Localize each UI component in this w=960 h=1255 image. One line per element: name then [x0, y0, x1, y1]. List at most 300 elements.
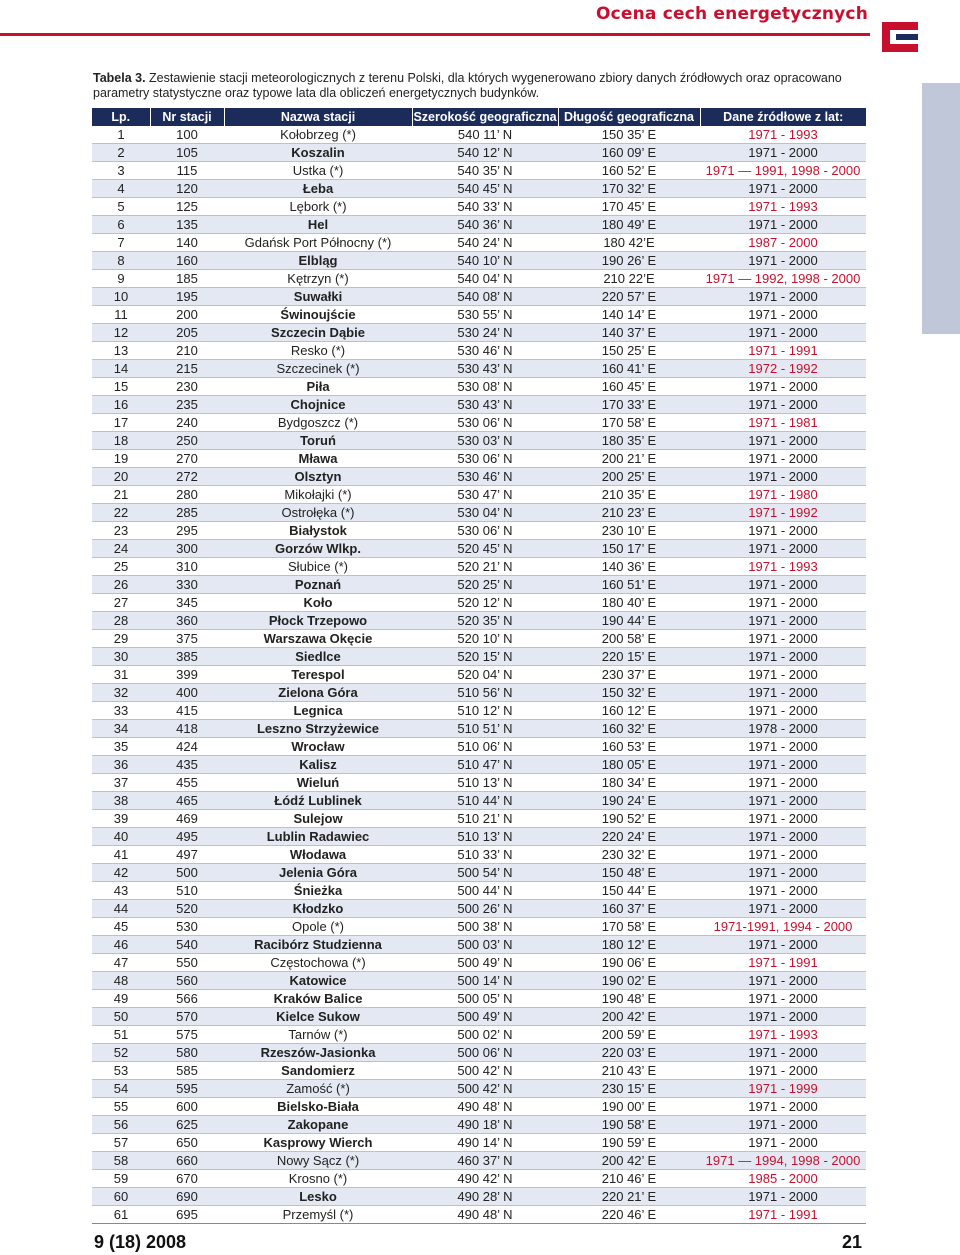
cell-source-years: 1971 - 2000	[700, 882, 866, 900]
cell-latitude: 540 11’ N	[412, 126, 558, 144]
cell-lp: 43	[92, 882, 150, 900]
cell-source-years: 1971 - 2000	[700, 828, 866, 846]
cell-longitude: 220 21’ E	[558, 1188, 700, 1206]
page-number: 21	[842, 1232, 863, 1252]
cell-station-number: 375	[150, 630, 224, 648]
cell-station-name: Kalisz	[224, 756, 412, 774]
cell-station-number: 497	[150, 846, 224, 864]
cell-source-years: 1971 - 1993	[700, 198, 866, 216]
cell-station-number: 695	[150, 1206, 224, 1224]
cell-station-name: Kielce Sukow	[224, 1008, 412, 1026]
cell-latitude: 490 48’ N	[412, 1098, 558, 1116]
cell-source-years: 1971 — 1994, 1998 - 2000	[700, 1152, 866, 1170]
cell-lp: 60	[92, 1188, 150, 1206]
cell-station-number: 310	[150, 558, 224, 576]
cell-lp: 48	[92, 972, 150, 990]
cell-latitude: 490 42’ N	[412, 1170, 558, 1188]
cell-source-years: 1971 - 1991	[700, 954, 866, 972]
col-header-latitude: Szerokość geograficzna	[413, 110, 557, 124]
cell-latitude: 500 44’ N	[412, 882, 558, 900]
cell-lp: 55	[92, 1098, 150, 1116]
col-header-station-name: Nazwa stacji	[224, 108, 412, 126]
cell-lp: 5	[92, 198, 150, 216]
cell-latitude: 530 46’ N	[412, 468, 558, 486]
cell-station-name: Siedlce	[224, 648, 412, 666]
cell-latitude: 530 06’ N	[412, 450, 558, 468]
table-row	[92, 1170, 866, 1188]
cell-lp: 11	[92, 306, 150, 324]
cell-lp: 20	[92, 468, 150, 486]
cell-lp: 31	[92, 666, 150, 684]
cell-longitude: 210 43’ E	[558, 1062, 700, 1080]
table-row	[92, 306, 866, 324]
cell-latitude: 500 38’ N	[412, 918, 558, 936]
cell-station-name: Nowy Sącz (*)	[224, 1152, 412, 1170]
cell-lp: 14	[92, 360, 150, 378]
cell-source-years: 1971 - 1980	[700, 486, 866, 504]
table-row	[92, 936, 866, 954]
cell-source-years: 1971 - 2000	[700, 1188, 866, 1206]
cell-longitude: 160 45’ E	[558, 378, 700, 396]
cell-station-name: Mikołajki (*)	[224, 486, 412, 504]
cell-lp: 4	[92, 180, 150, 198]
table-row	[92, 396, 866, 414]
cell-station-number: 690	[150, 1188, 224, 1206]
cell-source-years: 1971 - 2000	[700, 936, 866, 954]
cell-longitude: 160 52’ E	[558, 162, 700, 180]
cell-latitude: 500 26’ N	[412, 900, 558, 918]
cell-longitude: 190 02’ E	[558, 972, 700, 990]
cell-station-number: 400	[150, 684, 224, 702]
cell-station-name: Koło	[224, 594, 412, 612]
cell-source-years: 1985 - 2000	[700, 1170, 866, 1188]
cell-latitude: 530 06’ N	[412, 414, 558, 432]
cell-station-number: 595	[150, 1080, 224, 1098]
cell-station-number: 580	[150, 1044, 224, 1062]
cell-station-number: 566	[150, 990, 224, 1008]
table-row	[92, 720, 866, 738]
cell-longitude: 190 24’ E	[558, 792, 700, 810]
cell-longitude: 190 52’ E	[558, 810, 700, 828]
table-row	[92, 1206, 866, 1224]
cell-station-number: 540	[150, 936, 224, 954]
cell-station-name: Racibórz Studzienna	[224, 936, 412, 954]
cell-source-years: 1971 — 1991, 1998 - 2000	[700, 162, 866, 180]
table-row	[92, 792, 866, 810]
cell-longitude: 150 17’ E	[558, 540, 700, 558]
cell-longitude: 170 33’ E	[558, 396, 700, 414]
cell-source-years: 1971 - 2000	[700, 774, 866, 792]
cell-station-number: 625	[150, 1116, 224, 1134]
cell-source-years: 1972 - 1992	[700, 360, 866, 378]
cell-station-name: Łeba	[224, 180, 412, 198]
cell-station-number: 424	[150, 738, 224, 756]
cell-source-years: 1971 - 2000	[700, 1134, 866, 1152]
cell-source-years: 1971 - 2000	[700, 738, 866, 756]
cell-longitude: 180 35’ E	[558, 432, 700, 450]
cell-lp: 30	[92, 648, 150, 666]
cell-lp: 15	[92, 378, 150, 396]
cell-longitude: 160 51’ E	[558, 576, 700, 594]
cell-station-name: Zamość (*)	[224, 1080, 412, 1098]
cell-latitude: 510 33’ N	[412, 846, 558, 864]
cell-latitude: 500 49’ N	[412, 1008, 558, 1026]
col-header-lp: Lp.	[92, 108, 150, 126]
cell-station-number: 585	[150, 1062, 224, 1080]
cell-source-years: 1971 - 2000	[700, 396, 866, 414]
cell-longitude: 170 58’ E	[558, 918, 700, 936]
cell-station-name: Słubice (*)	[224, 558, 412, 576]
cell-source-years: 1971 - 2000	[700, 1008, 866, 1026]
cell-lp: 23	[92, 522, 150, 540]
cell-lp: 13	[92, 342, 150, 360]
cell-source-years: 1971 - 2000	[700, 594, 866, 612]
cell-lp: 41	[92, 846, 150, 864]
cell-latitude: 510 44’ N	[412, 792, 558, 810]
cell-latitude: 530 43’ N	[412, 360, 558, 378]
cell-station-name: Toruń	[224, 432, 412, 450]
cell-station-number: 520	[150, 900, 224, 918]
table-row	[92, 684, 866, 702]
cell-source-years: 1971 - 2000	[700, 756, 866, 774]
cell-station-name: Łódź Lublinek	[224, 792, 412, 810]
cell-latitude: 530 04’ N	[412, 504, 558, 522]
cell-lp: 8	[92, 252, 150, 270]
cell-longitude: 220 03’ E	[558, 1044, 700, 1062]
table-row	[92, 126, 866, 144]
cell-latitude: 540 36’ N	[412, 216, 558, 234]
cell-latitude: 510 56’ N	[412, 684, 558, 702]
table-row	[92, 180, 866, 198]
cell-lp: 58	[92, 1152, 150, 1170]
cell-station-number: 140	[150, 234, 224, 252]
cell-source-years: 1971 - 2000	[700, 306, 866, 324]
cell-source-years: 1971 - 2000	[700, 792, 866, 810]
table-row	[92, 234, 866, 252]
cell-longitude: 190 44’ E	[558, 612, 700, 630]
cell-longitude: 200 21’ E	[558, 450, 700, 468]
cell-source-years: 1971 - 2000	[700, 900, 866, 918]
cell-station-name: Sulejow	[224, 810, 412, 828]
cell-station-name: Zakopane	[224, 1116, 412, 1134]
cell-latitude: 530 24’ N	[412, 324, 558, 342]
cell-station-number: 455	[150, 774, 224, 792]
cell-latitude: 530 06’ N	[412, 522, 558, 540]
side-tab-marker	[922, 83, 960, 334]
table-row	[92, 972, 866, 990]
cell-latitude: 520 04’ N	[412, 666, 558, 684]
cell-latitude: 510 12’ N	[412, 702, 558, 720]
cell-longitude: 140 36’ E	[558, 558, 700, 576]
cell-lp: 16	[92, 396, 150, 414]
cell-longitude: 200 58’ E	[558, 630, 700, 648]
cell-longitude: 150 44’ E	[558, 882, 700, 900]
cell-longitude: 140 14’ E	[558, 306, 700, 324]
cell-lp: 21	[92, 486, 150, 504]
cell-station-number: 280	[150, 486, 224, 504]
cell-source-years: 1971 - 2000	[700, 1062, 866, 1080]
cell-source-years: 1971 - 2000	[700, 432, 866, 450]
cell-station-number: 495	[150, 828, 224, 846]
table-row	[92, 900, 866, 918]
cell-station-number: 415	[150, 702, 224, 720]
cell-station-number: 560	[150, 972, 224, 990]
cell-longitude: 220 15’ E	[558, 648, 700, 666]
cell-lp: 40	[92, 828, 150, 846]
cell-latitude: 500 06’ N	[412, 1044, 558, 1062]
table-row	[92, 738, 866, 756]
cell-latitude: 500 14’ N	[412, 972, 558, 990]
cell-source-years: 1971 - 2000	[700, 972, 866, 990]
cell-longitude: 210 35’ E	[558, 486, 700, 504]
table-row	[92, 1080, 866, 1098]
cell-lp: 42	[92, 864, 150, 882]
cell-lp: 39	[92, 810, 150, 828]
cell-station-name: Gorzów Wlkp.	[224, 540, 412, 558]
cell-lp: 6	[92, 216, 150, 234]
cell-station-name: Szczecinek (*)	[224, 360, 412, 378]
cell-latitude: 510 06’ N	[412, 738, 558, 756]
cell-source-years: 1971 - 2000	[700, 702, 866, 720]
cell-station-name: Elbląg	[224, 252, 412, 270]
cell-station-name: Leszno Strzyżewice	[224, 720, 412, 738]
cell-station-number: 418	[150, 720, 224, 738]
cell-station-name: Chojnice	[224, 396, 412, 414]
table-row	[92, 864, 866, 882]
table-row	[92, 288, 866, 306]
cell-latitude: 530 03’ N	[412, 432, 558, 450]
cell-latitude: 540 10’ N	[412, 252, 558, 270]
cell-station-number: 105	[150, 144, 224, 162]
cell-longitude: 170 58’ E	[558, 414, 700, 432]
table-caption-text: Zestawienie stacji meteorologicznych z terenu Polski, dla których wygenerowano zbiory danych źródłowych oraz opracowano parametry statystyczne oraz typowe lata dla obliczeń energetycznych budynków.	[93, 71, 842, 100]
cell-source-years: 1971 - 2000	[700, 216, 866, 234]
table-row	[92, 432, 866, 450]
cell-source-years: 1971 - 2000	[700, 1044, 866, 1062]
cell-lp: 33	[92, 702, 150, 720]
header-rule	[0, 33, 870, 36]
cell-lp: 24	[92, 540, 150, 558]
cell-station-name: Jelenia Góra	[224, 864, 412, 882]
table-header-row	[92, 108, 866, 126]
cell-station-number: 115	[150, 162, 224, 180]
cell-source-years: 1971-1991, 1994 - 2000	[700, 918, 866, 936]
table-row	[92, 342, 866, 360]
table-row	[92, 144, 866, 162]
cell-source-years: 1971 - 2000	[700, 180, 866, 198]
cell-longitude: 230 15’ E	[558, 1080, 700, 1098]
cell-longitude: 200 25’ E	[558, 468, 700, 486]
cell-station-number: 230	[150, 378, 224, 396]
table-row	[92, 648, 866, 666]
cell-source-years: 1971 - 2000	[700, 288, 866, 306]
cell-station-number: 399	[150, 666, 224, 684]
cell-source-years: 1971 — 1992, 1998 - 2000	[700, 270, 866, 288]
cell-latitude: 500 05’ N	[412, 990, 558, 1008]
cell-latitude: 520 12’ N	[412, 594, 558, 612]
table-row	[92, 504, 866, 522]
cell-lp: 45	[92, 918, 150, 936]
cell-latitude: 530 08’ N	[412, 378, 558, 396]
cell-longitude: 210 23’ E	[558, 504, 700, 522]
table-row	[92, 414, 866, 432]
cell-source-years: 1971 - 1993	[700, 126, 866, 144]
cell-station-name: Kasprowy Wierch	[224, 1134, 412, 1152]
cell-longitude: 190 26’ E	[558, 252, 700, 270]
cell-lp: 51	[92, 1026, 150, 1044]
table-row	[92, 162, 866, 180]
cell-station-number: 210	[150, 342, 224, 360]
cell-station-name: Piła	[224, 378, 412, 396]
cell-longitude: 170 32’ E	[558, 180, 700, 198]
cell-source-years: 1971 - 2000	[700, 846, 866, 864]
cell-source-years: 1971 - 1992	[700, 504, 866, 522]
journal-logo	[880, 20, 920, 54]
cell-latitude: 490 28’ N	[412, 1188, 558, 1206]
cell-lp: 7	[92, 234, 150, 252]
cell-station-number: 185	[150, 270, 224, 288]
cell-station-name: Zielona Góra	[224, 684, 412, 702]
cell-station-name: Resko (*)	[224, 342, 412, 360]
cell-station-number: 240	[150, 414, 224, 432]
cell-station-number: 600	[150, 1098, 224, 1116]
table-row	[92, 1062, 866, 1080]
table-row	[92, 450, 866, 468]
cell-source-years: 1971 - 1993	[700, 558, 866, 576]
table-row	[92, 216, 866, 234]
cell-lp: 38	[92, 792, 150, 810]
cell-lp: 61	[92, 1206, 150, 1224]
cell-lp: 9	[92, 270, 150, 288]
cell-latitude: 520 35’ N	[412, 612, 558, 630]
cell-station-name: Legnica	[224, 702, 412, 720]
cell-latitude: 530 46’ N	[412, 342, 558, 360]
cell-station-number: 215	[150, 360, 224, 378]
cell-longitude: 160 53’ E	[558, 738, 700, 756]
cell-station-name: Szczecin Dąbie	[224, 324, 412, 342]
cell-longitude: 200 59’ E	[558, 1026, 700, 1044]
cell-longitude: 190 00’ E	[558, 1098, 700, 1116]
table-row	[92, 198, 866, 216]
cell-longitude: 150 48’ E	[558, 864, 700, 882]
cell-lp: 28	[92, 612, 150, 630]
cell-source-years: 1971 - 2000	[700, 450, 866, 468]
table-row	[92, 612, 866, 630]
stations-table	[92, 108, 866, 1224]
cell-lp: 35	[92, 738, 150, 756]
cell-station-number: 285	[150, 504, 224, 522]
cell-lp: 2	[92, 144, 150, 162]
col-header-longitude: Długość geograficzna	[558, 108, 700, 126]
cell-station-number: 385	[150, 648, 224, 666]
cell-latitude: 500 49’ N	[412, 954, 558, 972]
cell-lp: 17	[92, 414, 150, 432]
cell-source-years: 1971 - 2000	[700, 576, 866, 594]
cell-station-name: Mława	[224, 450, 412, 468]
col-header-station-number: Nr stacji	[150, 108, 224, 126]
cell-longitude: 180 49’ E	[558, 216, 700, 234]
cell-latitude: 500 03’ N	[412, 936, 558, 954]
cell-latitude: 520 15’ N	[412, 648, 558, 666]
cell-latitude: 500 02’ N	[412, 1026, 558, 1044]
cell-longitude: 180 40’ E	[558, 594, 700, 612]
cell-source-years: 1971 - 1999	[700, 1080, 866, 1098]
cell-station-number: 272	[150, 468, 224, 486]
cell-station-number: 650	[150, 1134, 224, 1152]
cell-lp: 46	[92, 936, 150, 954]
cell-longitude: 210 46’ E	[558, 1170, 700, 1188]
cell-station-name: Opole (*)	[224, 918, 412, 936]
table-row	[92, 1026, 866, 1044]
cell-station-number: 125	[150, 198, 224, 216]
cell-station-name: Bydgoszcz (*)	[224, 414, 412, 432]
cell-source-years: 1971 - 2000	[700, 1116, 866, 1134]
cell-latitude: 520 25’ N	[412, 576, 558, 594]
cell-station-name: Lębork (*)	[224, 198, 412, 216]
cell-latitude: 530 47’ N	[412, 486, 558, 504]
cell-station-number: 160	[150, 252, 224, 270]
cell-station-number: 570	[150, 1008, 224, 1026]
cell-station-name: Terespol	[224, 666, 412, 684]
cell-longitude: 180 42’E	[558, 234, 700, 252]
cell-lp: 22	[92, 504, 150, 522]
cell-station-number: 465	[150, 792, 224, 810]
table-row	[92, 990, 866, 1008]
cell-station-number: 300	[150, 540, 224, 558]
table-row	[92, 324, 866, 342]
cell-longitude: 150 25’ E	[558, 342, 700, 360]
cell-longitude: 230 10’ E	[558, 522, 700, 540]
cell-station-number: 100	[150, 126, 224, 144]
cell-lp: 59	[92, 1170, 150, 1188]
cell-station-number: 345	[150, 594, 224, 612]
cell-source-years: 1971 - 2000	[700, 144, 866, 162]
cell-source-years: 1971 - 2000	[700, 540, 866, 558]
cell-latitude: 490 48’ N	[412, 1206, 558, 1224]
cell-longitude: 190 59’ E	[558, 1134, 700, 1152]
cell-station-number: 500	[150, 864, 224, 882]
cell-lp: 19	[92, 450, 150, 468]
cell-longitude: 180 12’ E	[558, 936, 700, 954]
cell-source-years: 1971 - 2000	[700, 252, 866, 270]
cell-longitude: 190 48’ E	[558, 990, 700, 1008]
cell-station-name: Włodawa	[224, 846, 412, 864]
table-row	[92, 774, 866, 792]
cell-latitude: 520 21’ N	[412, 558, 558, 576]
table-row	[92, 1188, 866, 1206]
table-caption-label: Tabela 3.	[93, 71, 146, 85]
cell-lp: 29	[92, 630, 150, 648]
cell-station-number: 550	[150, 954, 224, 972]
table-row	[92, 378, 866, 396]
table-row	[92, 270, 866, 288]
cell-lp: 32	[92, 684, 150, 702]
cell-longitude: 180 34’ E	[558, 774, 700, 792]
cell-lp: 26	[92, 576, 150, 594]
cell-source-years: 1971 - 2000	[700, 468, 866, 486]
table-row	[92, 1116, 866, 1134]
table-row	[92, 702, 866, 720]
table-row	[92, 846, 866, 864]
cell-longitude: 180 05’ E	[558, 756, 700, 774]
cell-station-name: Częstochowa (*)	[224, 954, 412, 972]
cell-latitude: 520 45’ N	[412, 540, 558, 558]
cell-latitude: 540 35’ N	[412, 162, 558, 180]
cell-longitude: 140 37’ E	[558, 324, 700, 342]
table-row	[92, 1134, 866, 1152]
cell-station-number: 200	[150, 306, 224, 324]
cell-station-number: 670	[150, 1170, 224, 1188]
